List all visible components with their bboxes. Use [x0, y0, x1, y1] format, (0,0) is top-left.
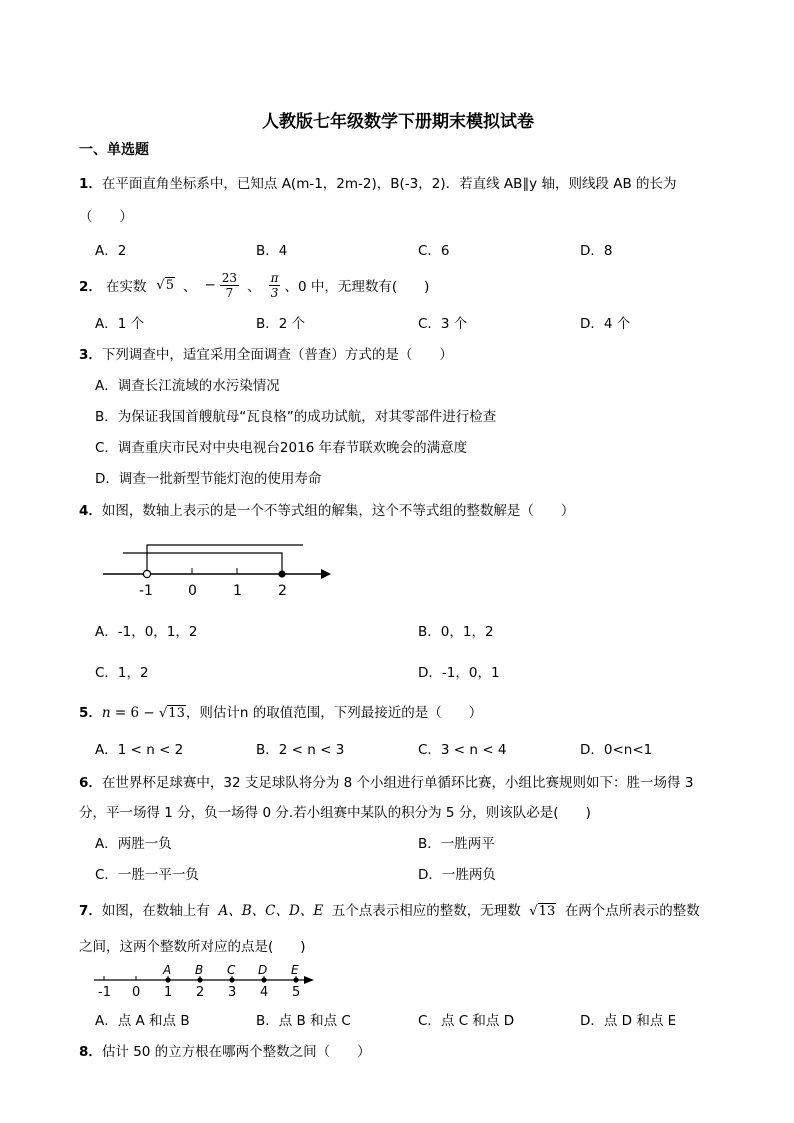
sqrt-expression: √13 [159, 706, 185, 721]
option-d: D．-1，0，1 [418, 665, 500, 681]
question-text-cont: y 轴，则线段 AB 的长为 [529, 176, 677, 192]
option-c: C．1，2 [95, 665, 149, 681]
question-7-line2: 之间，这两个整数所对应的点是( ) [79, 939, 306, 955]
question-number: 8． [79, 1044, 102, 1060]
option-b: B．一胜两平 [418, 836, 495, 852]
axis-label: 3 [228, 985, 237, 1000]
question-text: 如图，在数轴上有 [101, 903, 210, 919]
question-3 [79, 343, 453, 363]
axis-label: 0 [188, 583, 197, 599]
parallel-symbol: ∥ [522, 176, 530, 192]
point-b [197, 977, 202, 982]
question-number: 4． [79, 503, 102, 519]
numerator: 23 [221, 270, 238, 285]
separator: 、 [182, 279, 197, 295]
equation: = 6 − [110, 705, 159, 721]
axis-arrow-icon [304, 976, 314, 984]
question-number: 7． [79, 903, 102, 919]
question-number: 5． [79, 705, 102, 721]
option-c: C．点 C 和点 D [418, 1013, 515, 1029]
option-d: D．0<n<1 [580, 742, 653, 758]
radicand: 13 [168, 706, 185, 721]
option-b: B．2 个 [256, 316, 306, 332]
page-title: 人教版七年级数学下册期末模拟试卷 [262, 112, 534, 132]
axis-label: 0 [132, 985, 141, 1000]
axis-label: 5 [292, 985, 301, 1000]
option-b: B．4 [256, 243, 288, 259]
open-endpoint [143, 570, 150, 577]
question-7 [79, 899, 700, 919]
radicand: 5 [165, 277, 174, 293]
numerator: π [270, 270, 279, 285]
option-c: C．一胜一平一负 [95, 867, 199, 883]
point-label: E [291, 963, 299, 977]
option-d: D．调查一批新型节能灯泡的使用寿命 [95, 471, 322, 487]
radicand: 13 [538, 904, 556, 919]
question-number: 2． [79, 279, 102, 295]
question-text: 估计 50 的立方根在哪两个整数之间（ ） [101, 1044, 371, 1060]
question-6 [79, 771, 693, 791]
option-c: C．调查重庆市民对中央电视台2016 年春节联欢晚会的满意度 [95, 440, 468, 456]
variable-n: n [101, 705, 111, 721]
sqrt-expression: √5 [156, 277, 174, 293]
option-a: A．点 A 和点 B [95, 1013, 190, 1029]
option-d: D．一胜两负 [418, 867, 496, 883]
question-text-cont: 、0 中，无理数有( ) [284, 279, 430, 295]
number-line-points-figure [90, 962, 320, 1002]
question-number: 1． [79, 176, 102, 192]
axis-label: 4 [260, 985, 269, 1000]
question-2 [79, 265, 429, 305]
option-b: B．2 < n < 3 [256, 742, 345, 758]
axis-label: -1 [98, 985, 111, 1000]
question-number: 6． [79, 775, 102, 791]
separator: 、 [247, 279, 261, 295]
question-text: 在实数 [105, 279, 147, 295]
option-d: D．4 个 [580, 316, 631, 332]
question-number: 3． [79, 347, 102, 363]
option-a: A．-1，0，1，2 [95, 624, 198, 640]
option-d: D．点 D 和点 E [580, 1013, 677, 1029]
axis-label: -1 [139, 583, 153, 599]
axis-arrow-icon [321, 569, 331, 579]
axis-label: 2 [196, 985, 205, 1000]
question-1 [79, 172, 677, 192]
number-line-figure [95, 535, 345, 605]
question-5 [79, 701, 482, 721]
option-a: A．1 个 [95, 316, 145, 332]
axis-label: 1 [233, 583, 242, 599]
question-text-cont: 五个点表示相应的整数，无理数 [331, 903, 521, 919]
option-a: A．调查长江流域的水污染情况 [95, 378, 280, 394]
minus-sign: − [204, 277, 216, 293]
option-a: A．2 [95, 243, 127, 259]
closed-endpoint [278, 570, 285, 577]
question-text-cont: 在两个点所表示的整数 [564, 903, 700, 919]
point-label: A [163, 963, 172, 977]
question-text: 在平面直角坐标系中，已知点 A(m-1，2m-2)，B(-3，2)．若直线 AB [101, 176, 523, 192]
option-a: A．1 < n < 2 [95, 742, 184, 758]
solution-bracket-left [147, 545, 303, 570]
denominator: 7 [225, 285, 234, 300]
point-label: D [258, 963, 268, 977]
denominator: 3 [270, 285, 279, 300]
point-label: C [227, 963, 236, 977]
option-a: A．两胜一负 [95, 836, 172, 852]
option-b: B．为保证我国首艘航母“瓦良格”的成功试航，对其零部件进行检查 [95, 409, 497, 425]
point-label: B [195, 963, 204, 977]
question-8 [79, 1040, 371, 1060]
axis-label: 2 [278, 583, 287, 599]
point-e [293, 977, 298, 982]
section-heading: 一、单选题 [79, 142, 149, 158]
option-c: C．6 [418, 243, 450, 259]
fraction [269, 271, 281, 300]
question-text: ，则估计n 的取值范围，下列最接近的是（ ） [185, 705, 483, 721]
option-b: B．点 B 和点 C [256, 1013, 351, 1029]
point-a [165, 977, 170, 982]
point-c [229, 977, 234, 982]
option-c: C．3 < n < 4 [418, 742, 507, 758]
fraction [220, 271, 239, 300]
question-1-blank: （ ） [79, 209, 133, 225]
point-d [261, 977, 266, 982]
option-b: B．0，1，2 [418, 624, 494, 640]
sqrt-expression: √13 [529, 904, 556, 919]
option-d: D．8 [580, 243, 613, 259]
question-6-line2: 分，平一场得 1 分，负一场得 0 分.若小组赛中某队的积分为 5 分，则该队必是( ) [79, 805, 591, 821]
question-text: 下列调查中，适宜采用全面调查（普查）方式的是（ ） [101, 347, 453, 363]
question-text: 如图，数轴上表示的是一个不等式组的解集，这个不等式组的整数解是（ ） [101, 503, 575, 519]
axis-label: 1 [164, 985, 173, 1000]
point-names: A、B、C、D、E [218, 903, 324, 919]
option-c: C．3 个 [418, 316, 468, 332]
question-text: 在世界杯足球赛中，32 支足球队将分为 8 个小组进行单循环比赛，小组比赛规则如下：胜一场得 3 [101, 775, 694, 791]
question-4 [79, 499, 574, 519]
